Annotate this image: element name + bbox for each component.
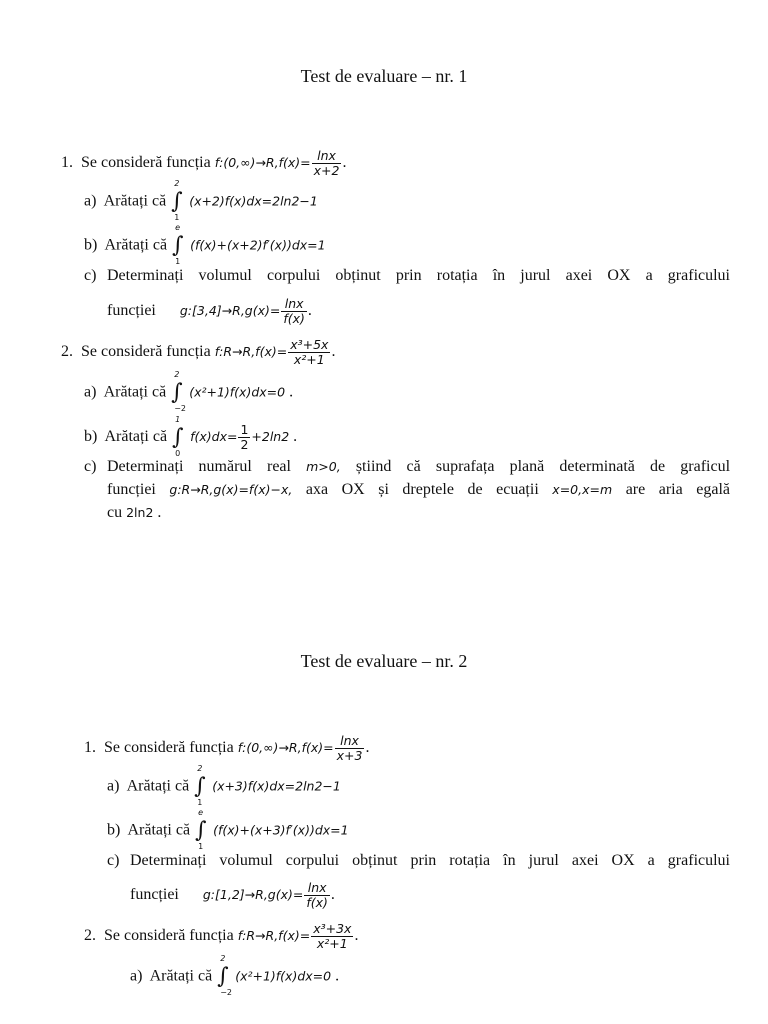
t2-problem-1b: [107, 808, 349, 851]
t2-p2a-label: a): [130, 967, 143, 985]
t1-p1a-integral: ∫ 2 1: [171, 179, 183, 222]
t2-p2a-text: Arătați că: [149, 967, 213, 985]
t1-p1a-text: Arătați că: [103, 192, 167, 210]
t1-p2c-line1: Determinați numărul real m>0, știind că suprafața plană determinată de graficul: [107, 458, 731, 475]
t2-p1a-integral: ∫ 2 1: [194, 764, 206, 807]
t2-p2-text: Se consideră funcția: [104, 927, 234, 945]
t1-problem-2b: b) Arătați că ∫ 1 0 f(x)dx= $\frac{1}{2}$ +2ln2 .: [84, 414, 298, 458]
t2-p1-fraction: $\frac{\ln x}{x+3}$: [336, 733, 363, 763]
t2-p1-text: Se consideră funcția: [104, 739, 234, 757]
t2-p1a-expr: (x+3)f(x)dx=2ln2−1: [212, 778, 341, 794]
t1-p1a-label: a): [84, 192, 97, 210]
t2-p1a-label: a): [107, 777, 120, 795]
t1-p2-def: f:R→R,f(x)=: [214, 344, 288, 360]
t1-p1b-expr: (f(x)+(x+2)f′(x))dx=1: [190, 237, 326, 253]
t2-p1b-label: b): [107, 821, 121, 839]
t1-p1c-line2: funcției g:[3,4]→R,g(x)= $\frac{\ln x}{f(x)}$ .: [107, 296, 312, 326]
test-2-title: Test de evaluare – nr. 2: [300, 651, 468, 671]
t1-p1c-label: c): [84, 267, 97, 284]
t2-p1c-word: funcției: [130, 886, 179, 904]
t2-p2a-expr: (x²+1)f(x)dx=0: [235, 968, 332, 984]
t1-p2b-expr1: f(x)dx=: [190, 429, 238, 445]
t2-p2a-integral: ∫ 2 −2: [217, 954, 232, 997]
t2-p1c-label: c): [107, 852, 120, 869]
t1-p2c-line3: cu 2ln2 .: [107, 504, 162, 521]
t2-p2-fraction: $\frac{\text{x³+3x}}{\text{x²+1}}$: [313, 921, 352, 951]
t1-p1a-expr: (x+2)f(x)dx=2ln2−1: [189, 193, 318, 209]
t1-p1-text: Se consideră funcția: [81, 154, 211, 172]
t2-p1c-fraction: $\frac{\ln x}{f(x)}$: [306, 880, 328, 910]
t2-p1c-def: g:[1,2]→R,g(x)=: [202, 887, 304, 903]
t2-p2-def: f:R→R,f(x)=: [237, 928, 311, 944]
t1-p1c-def: g:[3,4]→R,g(x)=: [179, 303, 281, 319]
t1-p2b-integral: ∫ 1 0: [172, 414, 184, 458]
t1-problem-2a: a) Arătați că ∫ 2 −2 (x²+1)f(x)dx=0 .: [84, 370, 294, 413]
t2-p1-def: f:(0,∞)→R,f(x)=: [237, 740, 334, 756]
t2-p2-label: 2.: [84, 927, 96, 945]
t1-p1-den: x+2: [313, 163, 340, 178]
t2-problem-1: 1. Se consideră funcția f:(0,∞)→R,f(x)= $\frac{\ln x}{x+3}$ .: [84, 733, 370, 763]
t1-p2a-label: a): [84, 383, 97, 401]
t2-p1-label: 1.: [84, 739, 96, 757]
t2-p1b-text: Arătați că: [127, 821, 191, 839]
t1-p2a-expr: (x²+1)f(x)dx=0: [189, 384, 286, 400]
t2-p1b-expr: (f(x)+(x+3)f′(x))dx=1: [213, 822, 349, 838]
t1-p2a-text: Arătați că: [103, 383, 167, 401]
t1-p2-text: Se consideră funcția: [81, 343, 211, 361]
t2-p1b-integral: ∫ e 1: [195, 808, 207, 851]
t1-p1c-word: funcției: [107, 302, 156, 320]
t2-problem-2: 2. Se consideră funcția f:R→R,f(x)= $\frac{\text{x³+3x}}{\text{x²+1}}$ .: [84, 921, 359, 951]
t1-p2b-fraction: $\frac{1}{2}$: [240, 422, 249, 452]
t1-p2c-line2: funcției g:R→R,g(x)=f(x)−x, axa OX și dreptele de ecuații x=0,x=m are aria egală: [107, 481, 731, 498]
t1-p1-num: lnx: [312, 149, 342, 164]
t1-p2-fraction: $\frac{\text{x³+5x}}{\text{x²+1}}$: [290, 337, 329, 367]
t1-p2b-label: b): [84, 428, 98, 446]
t1-p1b-label: b): [84, 236, 98, 254]
t2-p1a-text: Arătați că: [126, 777, 190, 795]
t1-p1-fraction: [312, 149, 342, 178]
t1-p1c-text: Determinați volumul corpului obținut prin rotația în jurul axei OX a graficului: [107, 267, 730, 284]
t1-p2b-expr2: +2ln2: [251, 429, 290, 445]
t1-problem-1a: [84, 179, 318, 222]
t1-p1b-text: Arătați că: [104, 236, 168, 254]
t1-p1b-integral: ∫ e 1: [172, 223, 184, 266]
t1-p1c-fraction: $\frac{\ln x}{f(x)}$: [283, 296, 305, 326]
t1-p1-label: 1.: [61, 154, 73, 172]
t1-p2-label: 2.: [61, 343, 73, 361]
t1-problem-1b: [84, 223, 326, 266]
t1-p2c-label: c): [84, 458, 97, 475]
t1-problem-2: 2. Se consideră funcția f:R→R,f(x)= $\frac{\text{x³+5x}}{\text{x²+1}}$ .: [61, 337, 336, 367]
t2-p1c-line2: funcției g:[1,2]→R,g(x)= $\frac{\ln x}{f(x)}$ .: [130, 880, 335, 910]
t1-p2a-integral: ∫ 2 −2: [171, 370, 186, 413]
t2-problem-1a: [107, 764, 341, 807]
t1-p2b-text: Arătați că: [104, 428, 168, 446]
t2-p1c-text: Determinați volumul corpului obținut prin rotația în jurul axei OX a graficului: [130, 852, 730, 869]
test-1-title: Test de evaluare – nr. 1: [300, 66, 468, 86]
t2-problem-2a: a) Arătați că ∫ 2 −2 (x²+1)f(x)dx=0 .: [130, 954, 340, 997]
t1-p1-def: f:(0,∞)→R,f(x)=: [214, 155, 311, 171]
t1-problem-1: 1. Se consideră funcția f:(0,∞)→R,f(x)= $\frac{\ln x}{x+2}$ .: [61, 148, 347, 178]
